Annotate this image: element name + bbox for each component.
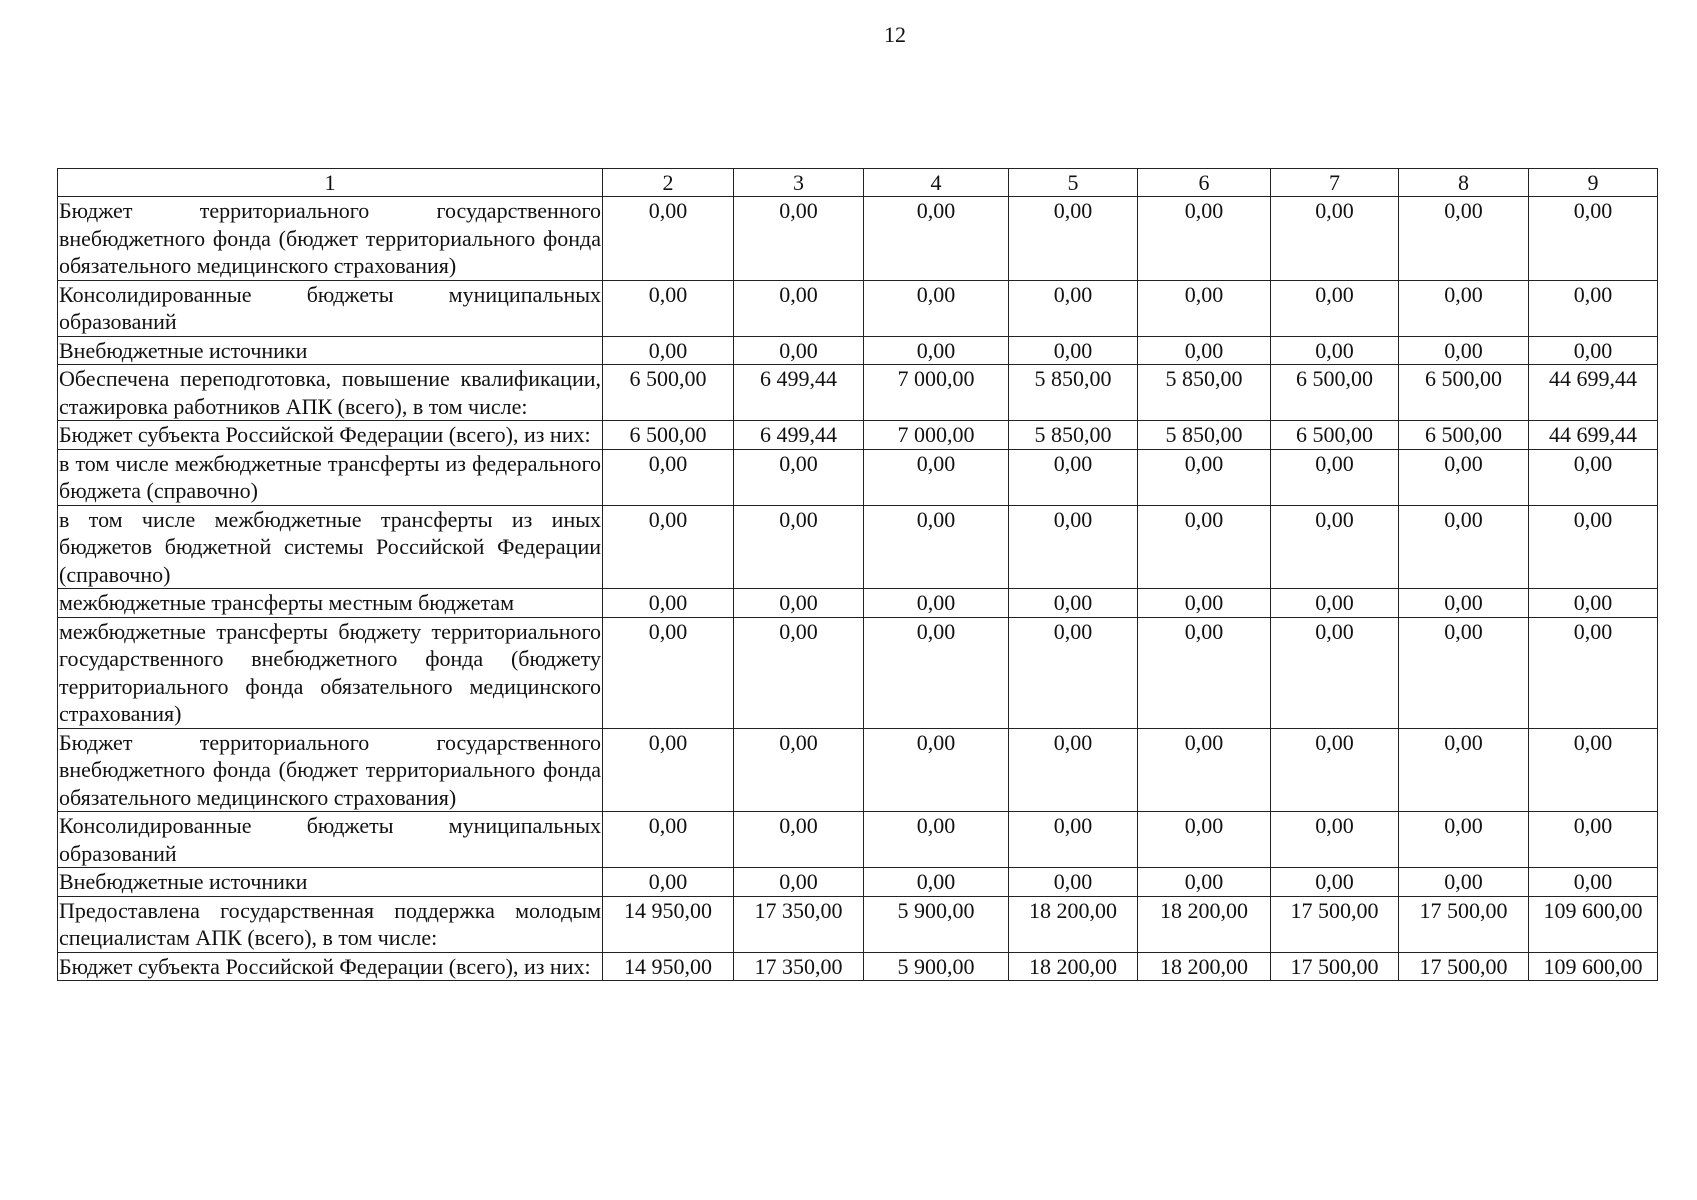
row-value: 0,00: [603, 505, 734, 589]
table-row: [58, 896, 1658, 952]
row-value: 0,00: [1009, 617, 1138, 728]
row-value: 0,00: [1271, 449, 1399, 505]
row-value: 6 500,00: [603, 421, 734, 450]
row-value: 0,00: [864, 812, 1009, 868]
row-label: в том числе межбюджетные трансферты из федерального бюджета (справочно): [59, 450, 601, 503]
column-number-row: [58, 169, 1658, 197]
row-value: 0,00: [1009, 728, 1138, 812]
row-value: 0,00: [1009, 280, 1138, 336]
row-value: 6 500,00: [1399, 365, 1529, 421]
row-value: 0,00: [864, 336, 1009, 365]
row-value: 7 000,00: [864, 421, 1009, 450]
row-value: 0,00: [1399, 868, 1529, 897]
row-label: Внебюджетные источники: [58, 868, 603, 897]
row-value: 0,00: [1009, 505, 1138, 589]
row-value: 5 850,00: [1009, 365, 1138, 421]
table-row: [58, 952, 1658, 981]
row-value: 0,00: [864, 868, 1009, 897]
row-value: 6 500,00: [1271, 365, 1399, 421]
table-row: [58, 589, 1658, 618]
row-value: 44 699,44: [1529, 421, 1658, 450]
budget-table: [57, 168, 1658, 981]
row-value: 0,00: [1271, 868, 1399, 897]
row-value: 17 350,00: [734, 896, 864, 952]
column-header: 2: [603, 169, 734, 197]
row-value: 18 200,00: [1138, 896, 1271, 952]
table-row: [58, 868, 1658, 897]
row-value: 44 699,44: [1529, 365, 1658, 421]
row-value: 14 950,00: [603, 952, 734, 981]
row-value: 0,00: [1529, 868, 1658, 897]
row-value: 17 500,00: [1271, 952, 1399, 981]
row-value: 0,00: [1529, 197, 1658, 281]
column-header: 7: [1271, 169, 1399, 197]
row-label: Бюджет субъекта Российской Федерации (всего), из них:: [58, 952, 603, 981]
row-value: 0,00: [1138, 617, 1271, 728]
row-value: 0,00: [1399, 449, 1529, 505]
row-value: 0,00: [1399, 589, 1529, 618]
row-value: 5 850,00: [1138, 365, 1271, 421]
row-value: 0,00: [864, 197, 1009, 281]
row-value: 0,00: [1009, 812, 1138, 868]
row-value: 0,00: [1529, 617, 1658, 728]
column-header: 6: [1138, 169, 1271, 197]
row-value: 0,00: [1138, 589, 1271, 618]
table-row: [58, 197, 1658, 281]
row-label: Предоставлена государственная поддержка молодым специалистам АПК (всего), в том числе:: [59, 897, 601, 950]
row-value: 0,00: [1271, 812, 1399, 868]
row-value: 0,00: [1529, 449, 1658, 505]
row-value: 0,00: [1399, 812, 1529, 868]
row-value: 0,00: [603, 280, 734, 336]
row-value: 6 499,44: [734, 365, 864, 421]
table-row: [58, 421, 1658, 450]
row-value: 0,00: [734, 336, 864, 365]
row-value: 0,00: [1138, 336, 1271, 365]
row-value: 17 350,00: [734, 952, 864, 981]
row-label: Консолидированные бюджеты муниципальных образований: [59, 813, 601, 866]
row-value: 0,00: [1271, 589, 1399, 618]
row-value: 0,00: [603, 812, 734, 868]
row-value: 0,00: [603, 868, 734, 897]
row-value: 0,00: [734, 197, 864, 281]
row-value: 5 900,00: [864, 952, 1009, 981]
column-header: 9: [1529, 169, 1658, 197]
row-label: межбюджетные трансферты местным бюджетам: [58, 589, 603, 618]
row-value: 0,00: [1138, 505, 1271, 589]
row-value: 0,00: [734, 868, 864, 897]
row-value: 0,00: [1138, 197, 1271, 281]
row-value: 17 500,00: [1271, 896, 1399, 952]
row-value: 0,00: [1399, 728, 1529, 812]
row-value: 0,00: [864, 589, 1009, 618]
row-value: 6 500,00: [1271, 421, 1399, 450]
row-value: 0,00: [1529, 505, 1658, 589]
table-row: [58, 449, 1658, 505]
row-value: 0,00: [864, 280, 1009, 336]
row-value: 0,00: [1138, 812, 1271, 868]
row-value: 7 000,00: [864, 365, 1009, 421]
table-row: [58, 812, 1658, 868]
row-label: в том числе межбюджетные трансферты из иных бюджетов бюджетной системы Российской Федерации (справочно): [59, 506, 601, 587]
row-value: 0,00: [1399, 197, 1529, 281]
row-value: 0,00: [864, 449, 1009, 505]
row-value: 18 200,00: [1138, 952, 1271, 981]
row-value: 0,00: [1009, 197, 1138, 281]
row-value: 0,00: [1009, 868, 1138, 897]
row-value: 0,00: [1399, 617, 1529, 728]
row-value: 0,00: [734, 728, 864, 812]
row-value: 17 500,00: [1399, 952, 1529, 981]
row-value: 0,00: [1271, 336, 1399, 365]
row-value: 0,00: [864, 505, 1009, 589]
column-header: 1: [58, 169, 603, 197]
row-value: 0,00: [603, 589, 734, 618]
table-row: [58, 280, 1658, 336]
row-value: 5 850,00: [1138, 421, 1271, 450]
row-value: 0,00: [1529, 728, 1658, 812]
row-value: 0,00: [1399, 505, 1529, 589]
row-value: 0,00: [1399, 336, 1529, 365]
row-value: 0,00: [1529, 280, 1658, 336]
row-value: 109 600,00: [1529, 896, 1658, 952]
row-value: 0,00: [603, 617, 734, 728]
column-header: 3: [734, 169, 864, 197]
row-value: 0,00: [1271, 505, 1399, 589]
row-value: 17 500,00: [1399, 896, 1529, 952]
row-label: Внебюджетные источники: [58, 336, 603, 365]
row-value: 6 500,00: [603, 365, 734, 421]
table-row: [58, 728, 1658, 812]
row-value: 0,00: [734, 449, 864, 505]
row-value: 0,00: [603, 728, 734, 812]
page-number: 12: [884, 22, 906, 47]
row-value: 0,00: [864, 617, 1009, 728]
row-value: 14 950,00: [603, 896, 734, 952]
row-value: 5 900,00: [864, 896, 1009, 952]
row-label: межбюджетные трансферты бюджету территориального государственного внебюджетного фонда (бюджету территориального фонда обязательного медицинского страхования): [59, 618, 601, 726]
row-value: 0,00: [1529, 589, 1658, 618]
row-value: 0,00: [734, 812, 864, 868]
row-label: Консолидированные бюджеты муниципальных образований: [59, 281, 601, 334]
row-value: 0,00: [734, 505, 864, 589]
row-value: 0,00: [1529, 336, 1658, 365]
row-value: 0,00: [734, 280, 864, 336]
column-header: 8: [1399, 169, 1529, 197]
row-value: 109 600,00: [1529, 952, 1658, 981]
column-header: 4: [864, 169, 1009, 197]
table-row: [58, 505, 1658, 589]
column-header: 5: [1009, 169, 1138, 197]
row-value: 6 499,44: [734, 421, 864, 450]
row-value: 0,00: [1009, 336, 1138, 365]
row-label: Бюджет территориального государственного внебюджетного фонда (бюджет территориального фонда обязательного медицинского страхования): [59, 198, 601, 278]
row-value: 0,00: [1271, 728, 1399, 812]
table-row: [58, 336, 1658, 365]
row-value: 0,00: [1271, 617, 1399, 728]
row-value: 0,00: [734, 617, 864, 728]
table-row: [58, 617, 1658, 728]
row-value: 0,00: [1138, 868, 1271, 897]
row-value: 0,00: [1271, 197, 1399, 281]
row-label: Бюджет субъекта Российской Федерации (всего), из них:: [58, 421, 603, 450]
row-value: 0,00: [1271, 280, 1399, 336]
row-value: 18 200,00: [1009, 896, 1138, 952]
row-value: 0,00: [734, 589, 864, 618]
row-value: 0,00: [1009, 589, 1138, 618]
row-value: 0,00: [864, 728, 1009, 812]
row-value: 0,00: [603, 197, 734, 281]
row-value: 0,00: [603, 449, 734, 505]
row-label: Бюджет территориального государственного внебюджетного фонда (бюджет территориального фонда обязательного медицинского страхования): [59, 729, 601, 810]
row-value: 6 500,00: [1399, 421, 1529, 450]
row-value: 5 850,00: [1009, 421, 1138, 450]
table-row: [58, 365, 1658, 421]
row-value: 0,00: [1138, 280, 1271, 336]
row-value: 0,00: [1138, 449, 1271, 505]
row-value: 0,00: [1399, 280, 1529, 336]
row-label: Обеспечена переподготовка, повышение квалификации, стажировка работников АПК (всего), в том числе:: [59, 366, 601, 419]
row-value: 0,00: [1138, 728, 1271, 812]
row-value: 18 200,00: [1009, 952, 1138, 981]
row-value: 0,00: [1009, 449, 1138, 505]
row-value: 0,00: [603, 336, 734, 365]
row-value: 0,00: [1529, 812, 1658, 868]
